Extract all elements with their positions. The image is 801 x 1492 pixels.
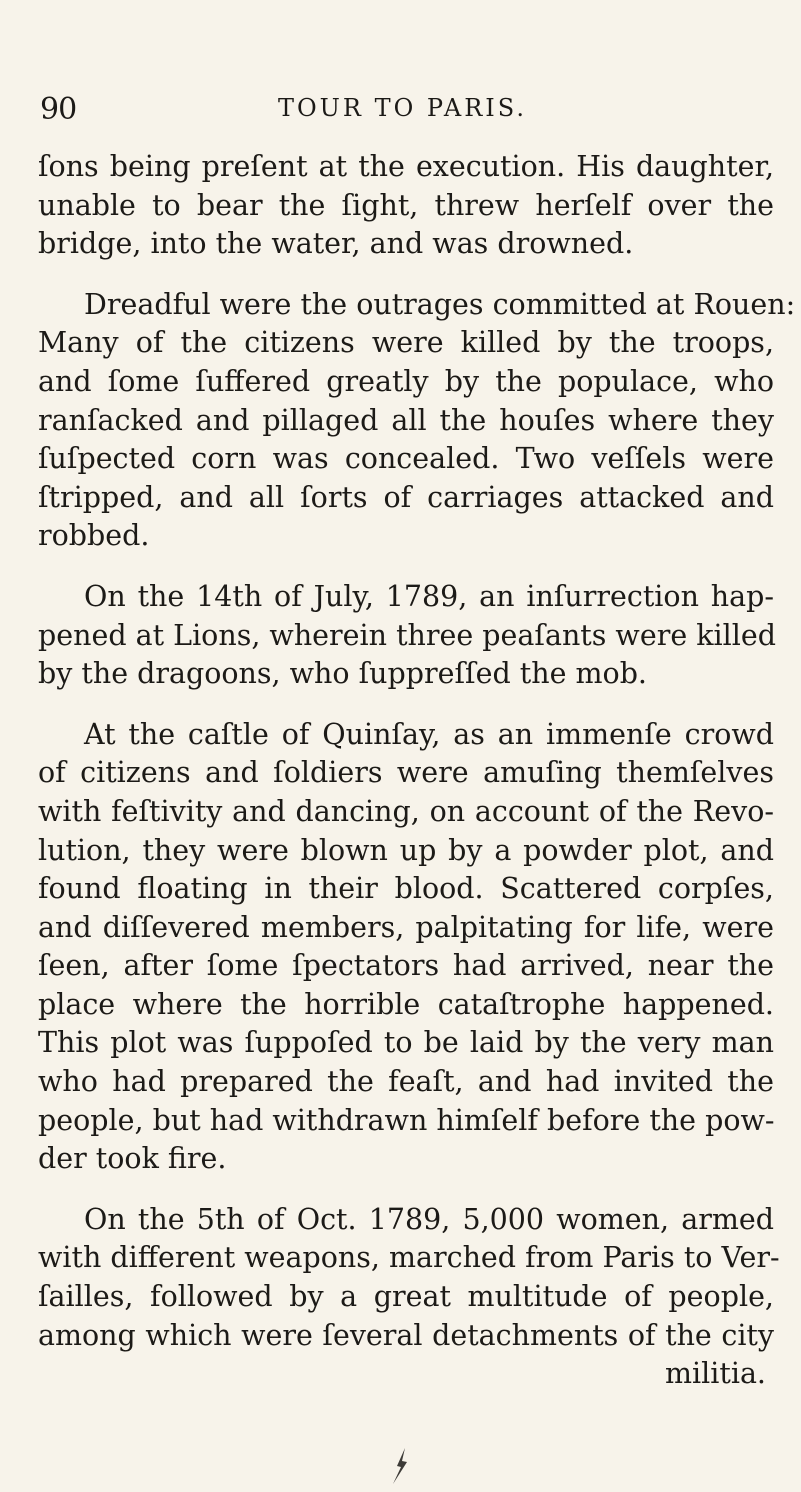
text-line: with different weapons, marched from Paris to Ver-: [38, 1241, 780, 1275]
text-line: place where the horrible cataſtrophe happened.: [38, 987, 774, 1021]
text-line: people, but had withdrawn himſelf before the pow-: [38, 1103, 775, 1137]
catchword: militia.: [665, 1357, 766, 1391]
text-line: with feſtivity and dancing, on account of the Revo-: [38, 794, 774, 828]
page-number: 90: [40, 92, 77, 127]
text-line: ſailles, followed by a great multitude of people,: [38, 1280, 774, 1314]
text-line: der took fire.: [38, 1142, 227, 1176]
text-line: and ſome ſuffered greatly by the populace, who: [38, 364, 774, 398]
text-line: ſtripped, and all ſorts of carriages attacked and: [38, 480, 774, 514]
text-line: pened at Lions, wherein three peaſants were killed: [38, 618, 776, 652]
text-line: This plot was ſuppoſed to be laid by the very man: [38, 1026, 774, 1060]
text-line: At the caſtle of Quinſay, as an immenſe crowd: [84, 717, 774, 751]
paragraph-4: [38, 716, 774, 1179]
text-line: unable to bear the ſight, threw herſelf over the: [38, 188, 774, 222]
text-line: lution, they were blown up by a powder plot, and: [38, 833, 774, 867]
text-line: who had prepared the feaſt, and had invited the: [38, 1065, 774, 1099]
signature-mark-icon: [385, 1446, 415, 1486]
text-line: of citizens and ſoldiers were amuſing themſelves: [38, 756, 774, 790]
paragraph-5: [38, 1201, 780, 1394]
body-text: [38, 148, 796, 1394]
text-line: On the 14th of July, 1789, an inſurrection hap-: [84, 579, 774, 613]
text-line: ranſacked and pillaged all the houſes where they: [38, 403, 774, 437]
text-line: among which were ſeveral detachments of the city: [38, 1318, 774, 1352]
paragraph-2: [38, 286, 796, 556]
text-line: ſuſpected corn was concealed. Two veſſels were: [38, 442, 774, 476]
text-line: On the 5th of Oct. 1789, 5,000 women, armed: [84, 1202, 774, 1236]
text-line: found floating in their blood. Scattered corpſes,: [38, 872, 774, 906]
text-line: Many of the citizens were killed by the troops,: [38, 326, 774, 360]
running-head: [40, 92, 770, 132]
text-line: by the dragoons, who ſuppreſſed the mob.: [38, 657, 647, 691]
header-title: TOUR TO PARIS.: [278, 94, 527, 122]
text-line: ſons being preſent at the execution. His daughter,: [38, 150, 774, 183]
text-line: Dreadful were the outrages committed at Rouen:: [84, 287, 796, 321]
text-line: ſeen, after ſome ſpectators had arrived, near the: [38, 949, 774, 983]
text-line: bridge, into the water, and was drowned.: [38, 227, 634, 261]
paragraph-3: [38, 578, 774, 694]
text-line: and diſſevered members, palpitating for life, were: [38, 910, 774, 944]
text-line: robbed.: [38, 519, 150, 553]
paragraph-1: [38, 148, 774, 264]
